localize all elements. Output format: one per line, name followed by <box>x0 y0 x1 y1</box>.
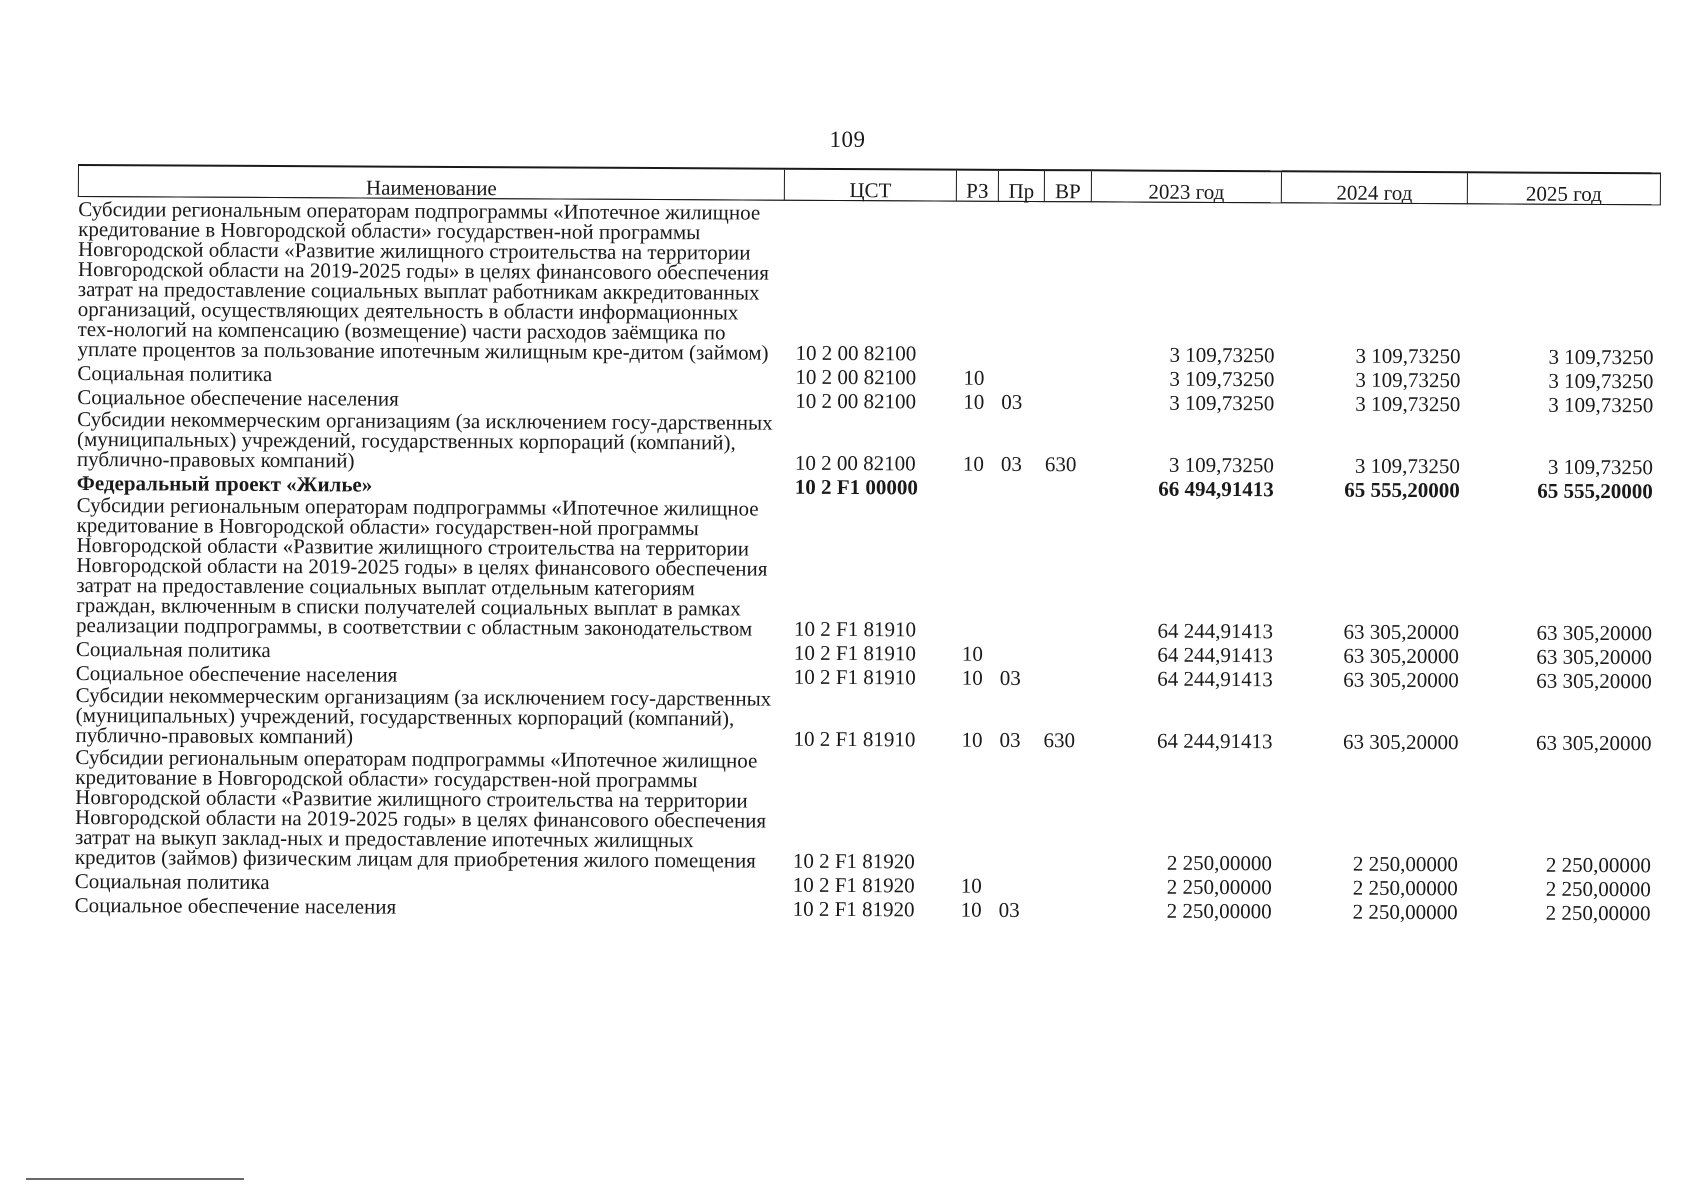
header-rz: РЗ <box>956 170 998 202</box>
cell-year-2024: 63 305,20000 <box>1343 643 1460 669</box>
cell-pr <box>997 201 1044 364</box>
cell-name: Субсидии некоммерческим организациям (за исключением госу-дарственных (муниципальных) учреждений, государственных корпораций (компаний), публично-правовых компаний) <box>76 406 773 473</box>
cell-year-2023: 64 244,91413 <box>1156 728 1273 754</box>
table-row <box>75 683 1657 753</box>
cell-rz: 10 <box>962 451 985 476</box>
cell-vr <box>1043 202 1091 365</box>
cell-year-2024: 63 305,20000 <box>1342 729 1459 755</box>
cell-cst: 10 2 F1 81920 <box>792 896 915 922</box>
cell-name: Федеральный проект «Жилье» <box>76 470 373 497</box>
table-row <box>75 745 1658 875</box>
cell-cst: 10 2 F1 81910 <box>793 664 916 690</box>
cell-cst: 10 2 00 82100 <box>794 450 916 476</box>
cell-rz: 10 <box>960 897 982 922</box>
cell-cst: 10 2 F1 81920 <box>792 872 915 898</box>
cell-year-2025: 63 305,20000 <box>1536 668 1652 694</box>
cell-vr: 630 <box>1043 728 1076 753</box>
cell-rz: 10 <box>963 365 985 390</box>
cell-name: Социальная политика <box>75 636 271 663</box>
cell-year-2025: 63 305,20000 <box>1536 620 1653 646</box>
cell-pr <box>997 364 1043 388</box>
header-cst: ЦСТ <box>784 169 956 201</box>
budget-table <box>74 164 1661 926</box>
cell-year-2024: 3 109,73250 <box>1355 391 1461 417</box>
header-name: Наименование <box>78 165 784 200</box>
cell-name: Социальное обеспечение населения <box>77 384 399 411</box>
cell-cst: 10 2 F1 81910 <box>794 616 917 642</box>
header-pr: Пр <box>998 170 1044 202</box>
cell-name: Социальная политика <box>74 868 270 895</box>
cell-year-2025: 2 250,00000 <box>1545 852 1651 878</box>
cell-year-2024: 3 109,73250 <box>1354 453 1460 479</box>
cell-name: Социальная политика <box>77 360 273 387</box>
cell-year-2023: 2 250,00000 <box>1166 874 1272 900</box>
cell-year-2025: 2 250,00000 <box>1545 876 1651 902</box>
cell-vr <box>1041 872 1088 896</box>
cell-year-2025: 3 109,73250 <box>1548 368 1654 394</box>
cell-rz <box>955 201 998 364</box>
cell-year-2025: 65 555,20000 <box>1537 478 1653 504</box>
cell-pr: 03 <box>1000 451 1023 476</box>
cell-name: Субсидии некоммерческим организациям (за исключением госу-дарственных (муниципальных) учреждений, государственных корпораций (компаний), публично-правовых компаний) <box>75 682 772 749</box>
cell-name: Субсидии региональным операторам подпрограммы «Ипотечное жилищное кредитование в Новгородской области» государствен-ной программы Новгородской области «Развитие жилищного строительства на территории Новгородской области на 2019-2025 годы» в целях финансового обеспечения затрат на предоставление социальных выплат отдельным категориям граждан, включенным в списки получателей социальных выплат в рамках реализации подпрограммы, в соответствии с областным законодательством <box>76 492 768 641</box>
cell-year-2024: 2 250,00000 <box>1352 875 1458 901</box>
cell-pr <box>996 640 1042 664</box>
cell-vr <box>1041 896 1088 920</box>
cell-year-2025: 63 305,20000 <box>1536 644 1653 670</box>
cell-year-2023: 3 109,73250 <box>1169 342 1275 368</box>
cell-name: Субсидии региональным операторам подпрограммы «Ипотечное жилищное кредитование в Новгородской области» государствен-ной программы Новгородской области «Развитие жилищного строительства на территории Новгородской области на 2019-2025 годы» в целях финансового обеспечения затрат на выкуп заклад-ных и предоставление ипотечных жилищных кредитов (займов) физическим лицам для приобретения жилого помещения <box>74 744 767 873</box>
cell-pr <box>995 872 1041 896</box>
cell-pr <box>997 474 1043 498</box>
cell-year-2024: 63 305,20000 <box>1343 619 1460 645</box>
header-year-2024: 2024 год <box>1281 171 1467 203</box>
cell-cst: 10 2 00 82100 <box>795 364 917 390</box>
header-year-2023: 2023 год <box>1091 170 1281 202</box>
cell-year-2024: 65 555,20000 <box>1344 477 1460 503</box>
page-number: 109 <box>829 127 866 152</box>
cell-cst: 10 2 00 82100 <box>795 388 917 414</box>
cell-cst: 10 2 F1 81910 <box>793 640 916 666</box>
cell-vr <box>1042 664 1089 688</box>
cell-pr <box>996 498 1043 640</box>
cell-year-2023: 64 244,91413 <box>1157 618 1274 644</box>
cell-cst: 10 2 00 82100 <box>795 340 917 366</box>
cell-cst: 10 2 F1 81910 <box>793 726 916 752</box>
cell-rz: 10 <box>960 873 982 898</box>
cell-year-2025: 3 109,73250 <box>1548 392 1654 418</box>
cell-year-2024: 3 109,73250 <box>1355 367 1461 393</box>
cell-name: Социальное обеспечение населения <box>75 660 398 687</box>
cell-vr <box>1043 364 1090 388</box>
cell-pr: 03 <box>998 897 1020 922</box>
table-row <box>77 197 1660 368</box>
cell-cst: 10 2 F1 81920 <box>792 848 915 874</box>
cell-year-2025: 3 109,73250 <box>1547 454 1653 480</box>
header-year-2025: 2025 год <box>1467 172 1660 205</box>
cell-rz <box>954 498 997 640</box>
cell-year-2023: 66 494,91413 <box>1158 476 1274 502</box>
cell-vr <box>1042 498 1090 640</box>
cell-year-2023: 64 244,91413 <box>1157 666 1273 692</box>
cell-name: Социальное обеспечение населения <box>74 892 397 919</box>
cell-year-2025: 3 109,73250 <box>1548 344 1654 370</box>
table-row <box>76 493 1659 643</box>
cell-pr: 03 <box>999 727 1021 752</box>
cell-rz: 10 <box>961 665 983 690</box>
header-vr: ВР <box>1044 170 1091 202</box>
cell-year-2023: 2 250,00000 <box>1166 850 1272 876</box>
cell-vr <box>1041 750 1089 872</box>
cell-pr: 03 <box>999 665 1021 690</box>
cell-rz: 10 <box>961 727 983 752</box>
cell-year-2024: 3 109,73250 <box>1355 343 1461 369</box>
cell-vr <box>1043 474 1090 498</box>
cell-name: Субсидии региональным операторам подпрограммы «Ипотечное жилищное кредитование в Новгородской области» государствен-ной программы Новгородской области «Развитие жилищного строительства на территории Новгородской области на 2019-2025 годы» в целях финансового обеспечения затрат на предоставление социальных выплат работникам аккредитованных организаций, осуществляющих деятельность в области информационных тех-нологий на компенсацию (возмещение) части расходов заёмщика по уплате процентов за пользование ипотечным жилищным кре-дитом (займом) <box>77 197 770 365</box>
cell-rz: 10 <box>961 641 984 666</box>
cell-year-2024: 2 250,00000 <box>1352 851 1458 877</box>
cell-vr <box>1042 640 1089 664</box>
cell-rz: 10 <box>963 389 985 414</box>
cell-year-2024: 2 250,00000 <box>1352 899 1458 925</box>
cell-pr <box>995 750 1042 872</box>
table-row <box>77 407 1659 477</box>
cell-year-2023: 3 109,73250 <box>1169 366 1275 392</box>
footer-rule <box>26 1178 244 1180</box>
cell-year-2024: 63 305,20000 <box>1343 667 1459 693</box>
cell-year-2023: 64 244,91413 <box>1157 642 1274 668</box>
cell-vr: 630 <box>1044 452 1077 477</box>
cell-year-2023: 3 109,73250 <box>1169 390 1275 416</box>
cell-pr: 03 <box>1001 389 1023 414</box>
cell-cst: 10 2 F1 00000 <box>794 474 918 500</box>
cell-year-2023: 2 250,00000 <box>1166 898 1272 924</box>
table-body <box>75 197 1661 924</box>
budget-table-wrapper <box>74 164 1660 926</box>
cell-rz <box>953 750 996 872</box>
cell-year-2023: 3 109,73250 <box>1168 452 1275 478</box>
cell-year-2025: 2 250,00000 <box>1545 900 1651 926</box>
cell-rz <box>955 474 997 498</box>
cell-vr <box>1043 388 1090 412</box>
cell-year-2025: 63 305,20000 <box>1535 730 1652 756</box>
